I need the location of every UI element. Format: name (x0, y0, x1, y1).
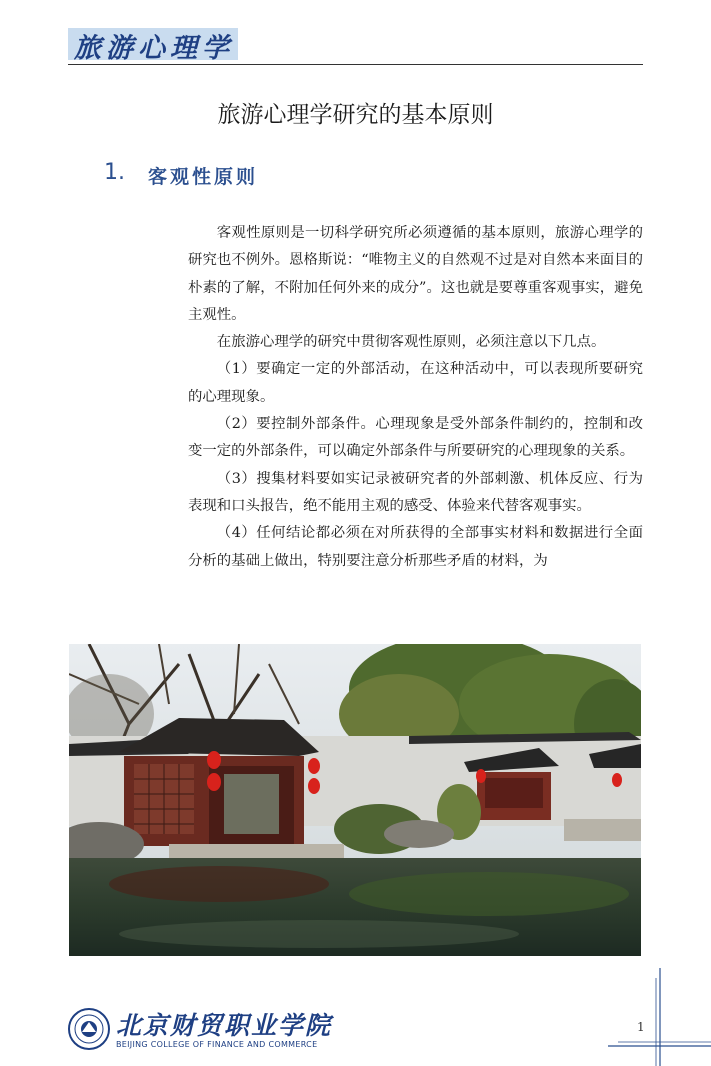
college-emblem-icon (68, 1008, 110, 1050)
header-divider (68, 64, 643, 65)
garden-pavilion-photo (69, 644, 641, 956)
college-name-cn: 北京财贸职业学院 (116, 1011, 333, 1040)
body-text (188, 220, 643, 575)
page-title: 旅游心理学研究的基本原则 (217, 102, 494, 128)
college-name-en: BEIJING COLLEGE OF FINANCE AND COMMERCE (116, 1040, 318, 1049)
paragraph: 在旅游心理学的研究中贯彻客观性原则，必须注意以下几点。 (216, 334, 606, 351)
paragraph: （1）要确定一定的外部活动，在这种活动中，可以表现所要研究的心理现象。 (188, 361, 643, 405)
paragraph: （2）要控制外部条件。心理现象是受外部条件制约的，控制和改变一定的外部条件，可以确定外部条件与所要研究的心理现象的关系。 (188, 416, 643, 460)
section-title: 客观性原则 (148, 166, 259, 188)
header-series-title: 旅游心理学 (74, 33, 234, 64)
paragraph: （4）任何结论都必须在对所获得的全部事实材料和数据进行全面分析的基础上做出，特别要注意分析那些矛盾的材料，为 (188, 525, 643, 569)
paragraph: 客观性原则是一切科学研究所必须遵循的基本原则，旅游心理学的研究也不例外。恩格斯说：“唯物主义的自然观不过是对自然本来面目的朴素的了解，不附加任何外来的成分”。这也就是要尊重客观事实，避免主观性。 (188, 225, 643, 323)
corner-crop-marks (600, 968, 711, 1066)
section-number: 1. (104, 160, 125, 185)
page-number: 1 (637, 1020, 645, 1034)
paragraph: （3）搜集材料要如实记录被研究者的外部刺激、机体反应、行为表现和口头报告，绝不能用主观的感受、体验来代替客观事实。 (188, 470, 643, 514)
